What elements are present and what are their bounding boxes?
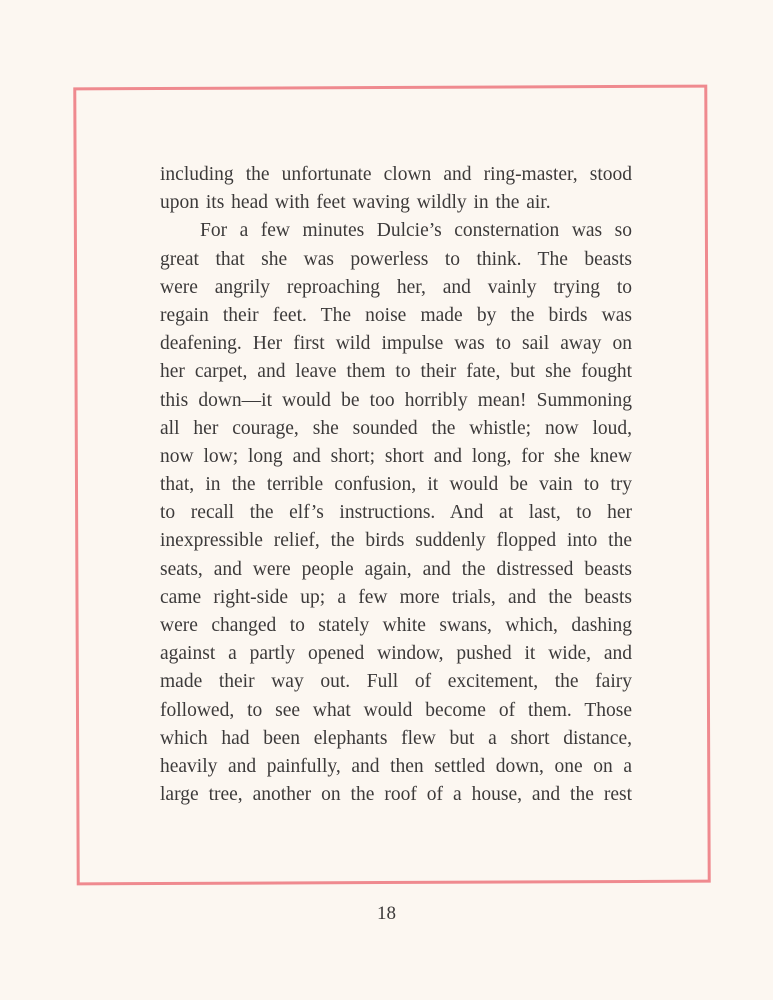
text-line: against a partly opened window, pushed it wide, and [160, 643, 632, 665]
text-line: seats, and were people again, and the distressed beasts [160, 558, 632, 580]
text-line: that, in the terrible confusion, it would be vain to try [160, 474, 632, 496]
text-line: heavily and painfully, and then settled down, one on a [160, 755, 632, 777]
text-line: this down—it would be too horribly mean! Summoning [160, 389, 632, 411]
text-line: to recall the elf’s instructions. And at last, to her [160, 502, 632, 524]
text-line: were angrily reproaching her, and vainly trying to [160, 276, 632, 298]
text-line: were changed to stately white swans, which, dashing [160, 615, 632, 636]
text-line: came right-side up; a few more trials, and the beasts [160, 586, 632, 608]
text-line: which had been elephants flew but a short distance, [160, 727, 632, 749]
text-line: made their way out. Full of excitement, the fairy [160, 671, 632, 693]
text-line: large tree, another on the roof of a house, and the rest [160, 784, 632, 806]
body-text [160, 161, 632, 809]
text-line: now low; long and short; short and long, for she knew [160, 445, 632, 467]
page-number: 18 [377, 903, 396, 924]
text-line: For a few minutes Dulcie’s consternation was so [200, 220, 632, 242]
text-line: upon its head with feet waving wildly in the air. [160, 192, 551, 214]
text-line: deafening. Her first wild impulse was to sail away on [160, 333, 632, 355]
text-line: followed, to see what would become of them. Those [160, 699, 632, 721]
text-line: regain their feet. The noise made by the birds was [160, 304, 632, 326]
text-line: all her courage, she sounded the whistle; now loud, [160, 417, 632, 439]
text-line: her carpet, and leave them to their fate, but she fought [160, 361, 632, 383]
text-line: great that she was powerless to think. The beasts [160, 248, 632, 270]
text-line: including the unfortunate clown and ring-master, stood [160, 164, 632, 185]
text-line: inexpressible relief, the birds suddenly flopped into the [160, 530, 632, 552]
